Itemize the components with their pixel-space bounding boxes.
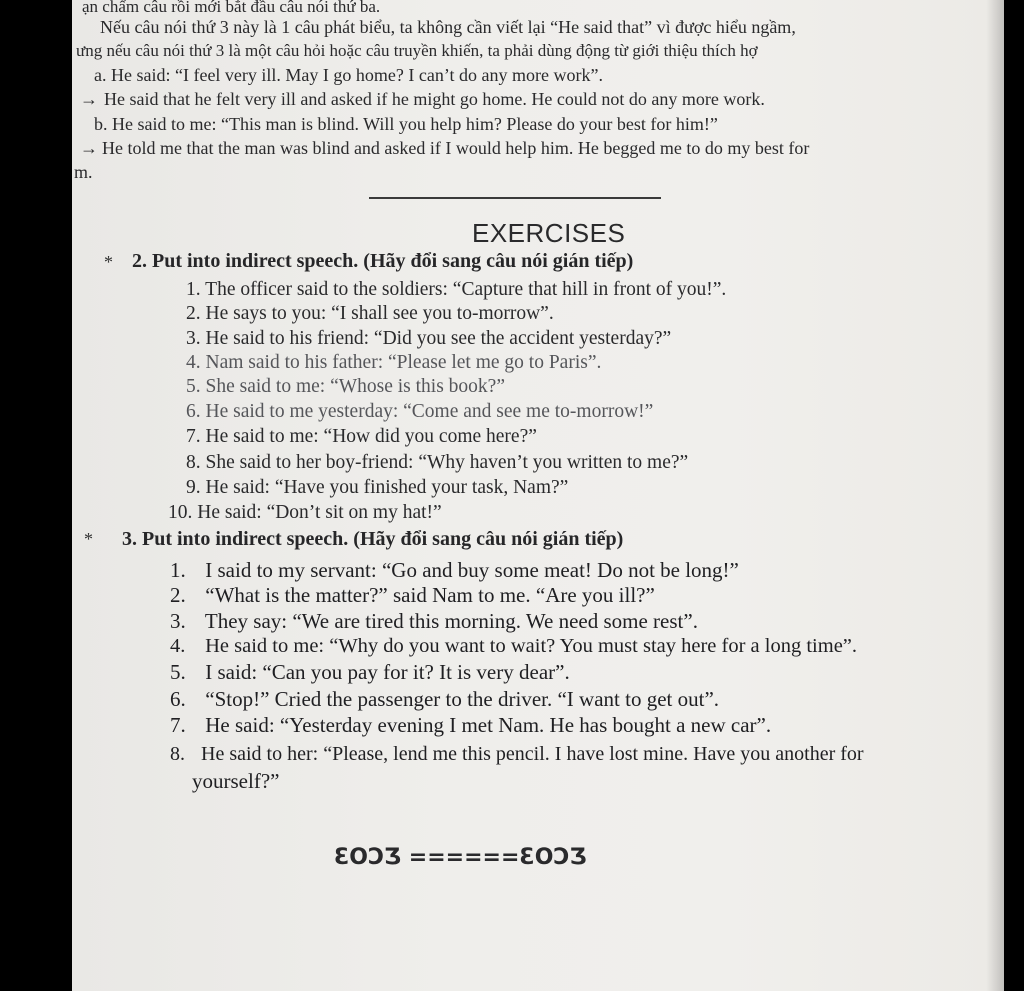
list-item (186, 400, 653, 424)
example-b-tail: m. (74, 162, 93, 182)
list-item (170, 713, 771, 737)
list-item (186, 476, 568, 500)
star-bullet-icon: * (104, 252, 113, 272)
item-number: 1. (170, 558, 186, 582)
list-item (170, 634, 857, 658)
star-bullet-icon: * (84, 529, 93, 549)
example-a-answer: He said that he felt very ill and asked if he might go home. He could not do any more work. (104, 89, 765, 109)
item-text: She said to her boy-friend: “Why haven’t you written to me?” (205, 452, 689, 473)
intro-line: ạn chấm câu rồi mới bắt đầu câu nói thứ ba. (82, 0, 381, 16)
item-text: I said to my servant: “Go and buy some meat! Do not be long!” (205, 558, 739, 582)
example-b-answer: He told me that the man was blind and asked if I would help him. He begged me to do my best for (102, 138, 810, 158)
list-item (170, 687, 719, 711)
exercise-3-heading: 3. Put into indirect speech. (Hãy đổi sang câu nói gián tiếp) (122, 528, 624, 550)
list-item (170, 660, 570, 684)
item-number: 2. (170, 583, 186, 607)
intro-line: ưng nếu câu nói thứ 3 là một câu hỏi hoặc câu truyền khiến, ta phải dùng động từ giới thiệu thích hợ (76, 41, 758, 60)
list-item (186, 302, 554, 326)
item-number: 9. (186, 477, 201, 498)
list-item (186, 451, 688, 475)
section-divider (369, 197, 661, 199)
list-item (186, 327, 671, 351)
item-text: She said to me: “Whose is this book?” (205, 376, 505, 397)
end-ornament: ƐOƆƷ ======ƐOƆƷ (334, 845, 587, 870)
list-item (186, 425, 537, 449)
item-text: He said to me: “Why do you want to wait? You must stay here for a long time”. (205, 635, 858, 657)
item-number: 6. (186, 401, 201, 422)
item-text: He said: “Don’t sit on my hat!” (197, 502, 442, 523)
item-number: 8. (186, 452, 201, 473)
arrow-icon: → (80, 89, 98, 109)
item-text: The officer said to the soldiers: “Capture that hill in front of you!”. (205, 279, 727, 300)
item-text: He said to me: “How did you come here?” (205, 426, 537, 447)
item-text: Nam said to his father: “Please let me go to Paris”. (205, 352, 602, 373)
item-continuation: yourself?” (192, 769, 280, 793)
item-text: He said: “Yesterday evening I met Nam. He has bought a new car”. (205, 713, 772, 737)
item-number: 4. (170, 635, 186, 657)
example-a: a. He said: “I feel very ill. May I go home? I can’t do any more work”. (94, 65, 603, 85)
item-text: “What is the matter?” said Nam to me. “Are you ill?” (205, 583, 655, 607)
item-number: 2. (186, 303, 201, 324)
list-item (170, 558, 739, 582)
list-item (186, 351, 601, 375)
item-number: 7. (186, 426, 201, 447)
book-page (72, 0, 1004, 991)
item-text: He said to her: “Please, lend me this pencil. I have lost mine. Have you another for (201, 743, 864, 765)
item-text: “Stop!” Cried the passenger to the driver. “I want to get out”. (205, 687, 720, 711)
item-number: 3. (170, 609, 186, 633)
exercise-2-heading: 2. Put into indirect speech. (Hãy đổi sang câu nói gián tiếp) (132, 250, 634, 272)
list-item (168, 501, 442, 525)
item-text: He said: “Have you finished your task, Nam?” (205, 477, 569, 498)
item-number: 10. (168, 502, 193, 523)
list-item (186, 278, 726, 302)
item-text: I said: “Can you pay for it? It is very dear”. (205, 660, 570, 684)
item-number: 8. (170, 743, 185, 765)
item-text: He says to you: “I shall see you to-morrow”. (205, 303, 554, 324)
list-item (170, 609, 698, 633)
item-number: 6. (170, 687, 186, 711)
item-number: 5. (186, 376, 201, 397)
item-number: 4. (186, 352, 201, 373)
item-text: They say: “We are tired this morning. We need some rest”. (204, 609, 698, 633)
exercises-title: EXERCISES (472, 218, 626, 248)
arrow-icon: → (80, 138, 98, 158)
list-item (170, 742, 864, 766)
list-item (186, 375, 505, 399)
intro-line: Nếu câu nói thứ 3 này là 1 câu phát biểu, ta không cần viết lại “He said that” vì được hiểu ngầm, (100, 17, 796, 37)
item-number: 5. (170, 660, 186, 684)
item-text: He said to his friend: “Did you see the accident yesterday?” (205, 328, 672, 349)
example-b: b. He said to me: “This man is blind. Will you help him? Please do your best for him!” (94, 114, 718, 134)
item-number: 7. (170, 713, 186, 737)
item-number: 1. (186, 279, 201, 300)
item-number: 3. (186, 328, 201, 349)
item-text: He said to me yesterday: “Come and see me to-morrow!” (205, 401, 654, 422)
page-edge-shadow (986, 0, 1004, 991)
list-item (170, 583, 655, 607)
